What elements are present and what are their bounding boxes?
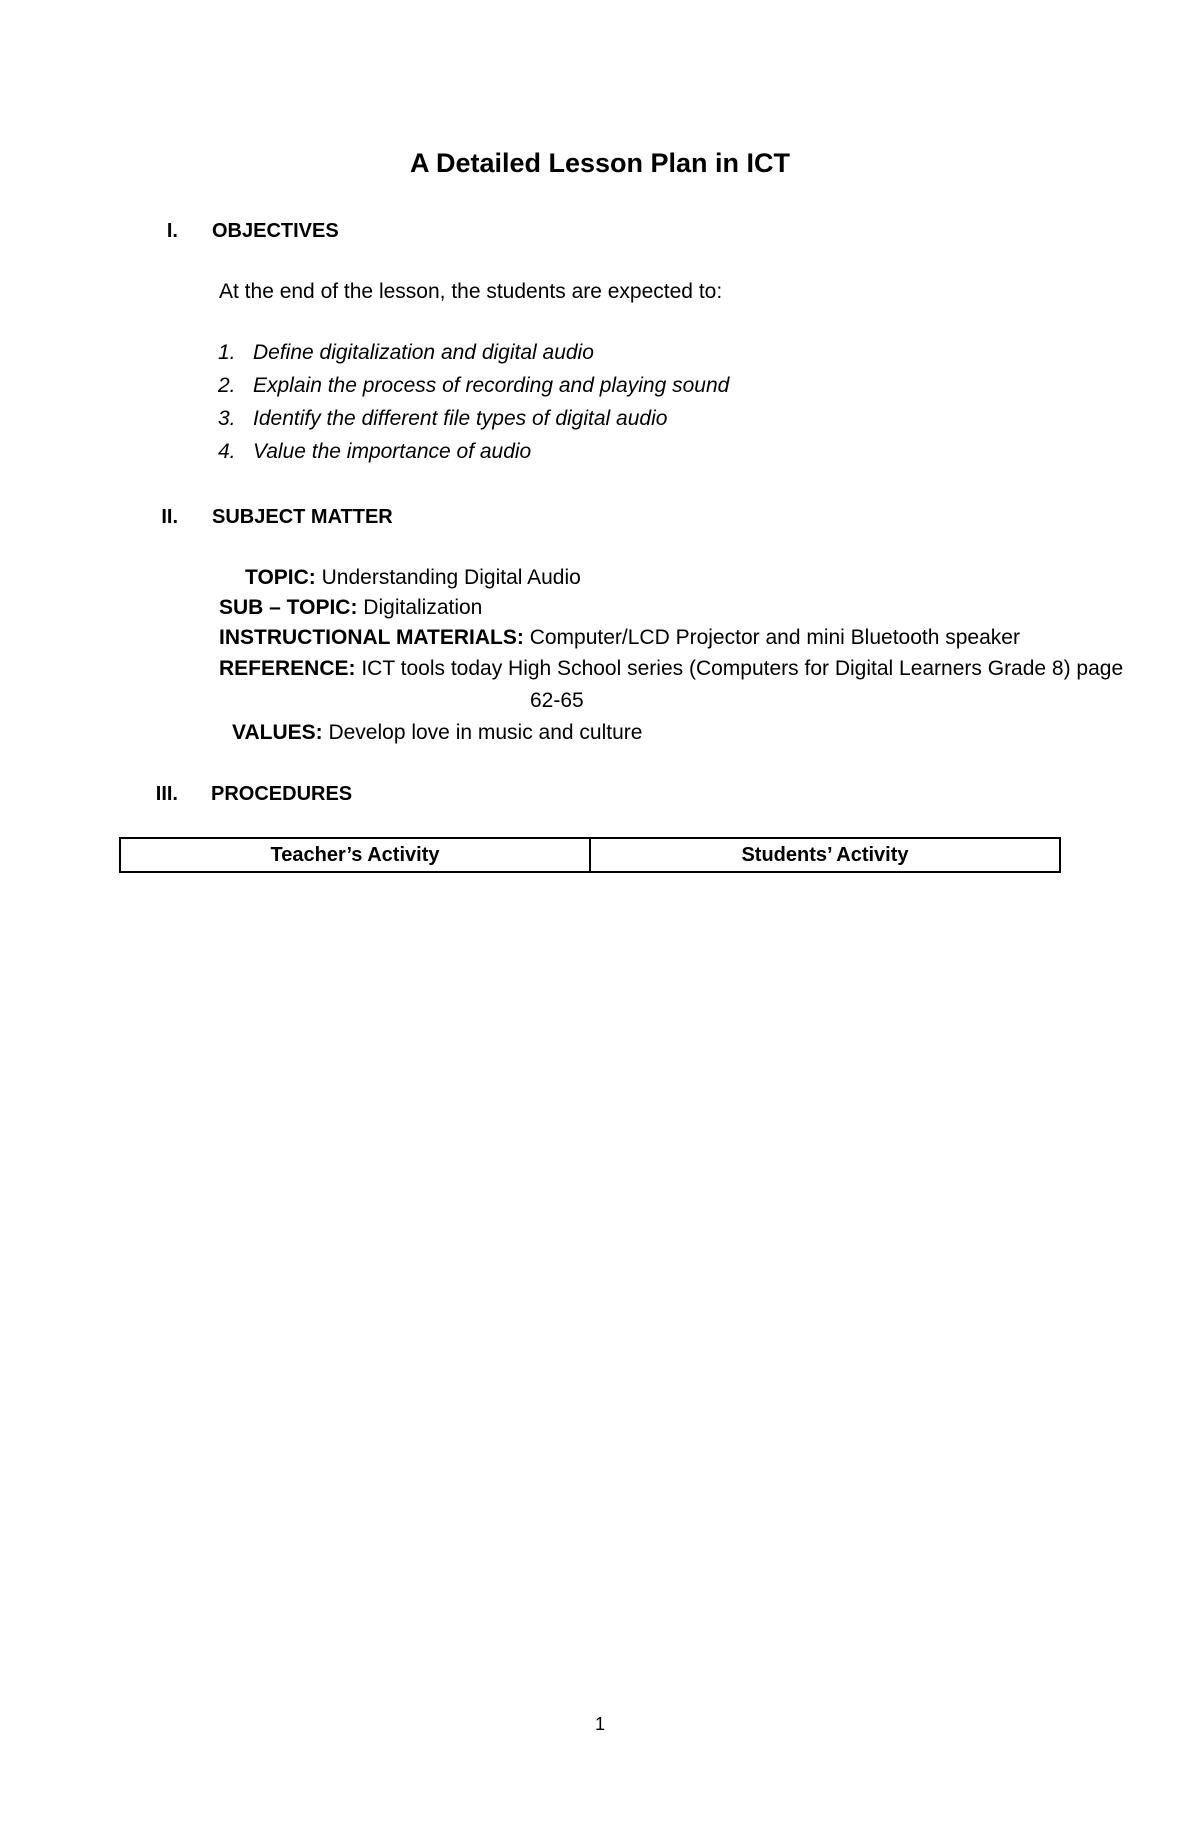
objective-number: 4. <box>218 440 236 463</box>
objective-text: Identify the different file types of digital audio <box>253 407 668 430</box>
sub-topic-label: SUB – TOPIC: <box>219 596 358 619</box>
page-number: 1 <box>594 1714 605 1734</box>
values-value: Develop love in music and culture <box>322 721 643 744</box>
sub-topic-line <box>219 596 482 620</box>
objective-number: 3. <box>218 407 236 430</box>
values-line <box>232 721 642 745</box>
section-numeral-subject-matter: II. <box>161 506 178 528</box>
topic-line <box>245 566 581 590</box>
reference-continuation: 62-65 <box>530 689 584 712</box>
sub-topic-value: Digitalization <box>357 596 483 619</box>
table-header-teacher-activity: Teacher’s Activity <box>270 843 440 866</box>
objective-number: 1. <box>218 341 236 364</box>
objective-text: Define digitalization and digital audio <box>253 341 594 364</box>
section-heading-subject-matter: SUBJECT MATTER <box>212 506 393 528</box>
topic-label: TOPIC: <box>245 566 316 589</box>
reference-value: ICT tools today High School series (Computers for Digital Learners Grade 8) page <box>355 657 1124 680</box>
document-title: A Detailed Lesson Plan in ICT <box>409 148 791 178</box>
table-header-students-activity: Students’ Activity <box>589 839 1059 871</box>
section-numeral-objectives: I. <box>166 220 178 242</box>
materials-line <box>219 626 1020 650</box>
objective-text: Value the importance of audio <box>253 440 532 463</box>
objective-number: 2. <box>218 374 236 397</box>
section-heading-objectives: OBJECTIVES <box>212 220 339 242</box>
objective-text: Explain the process of recording and playing sound <box>253 374 730 397</box>
reference-line <box>219 657 1123 681</box>
section-numeral-procedures: III. <box>155 783 178 805</box>
objectives-intro: At the end of the lesson, the students are expected to: <box>219 280 723 303</box>
materials-label: INSTRUCTIONAL MATERIALS: <box>219 626 524 649</box>
reference-label: REFERENCE: <box>219 657 356 680</box>
materials-value: Computer/LCD Projector and mini Bluetooth speaker <box>523 626 1020 649</box>
procedures-table <box>119 837 1061 873</box>
topic-value: Understanding Digital Audio <box>315 566 581 589</box>
section-heading-procedures: PROCEDURES <box>211 783 353 805</box>
values-label: VALUES: <box>232 721 323 744</box>
